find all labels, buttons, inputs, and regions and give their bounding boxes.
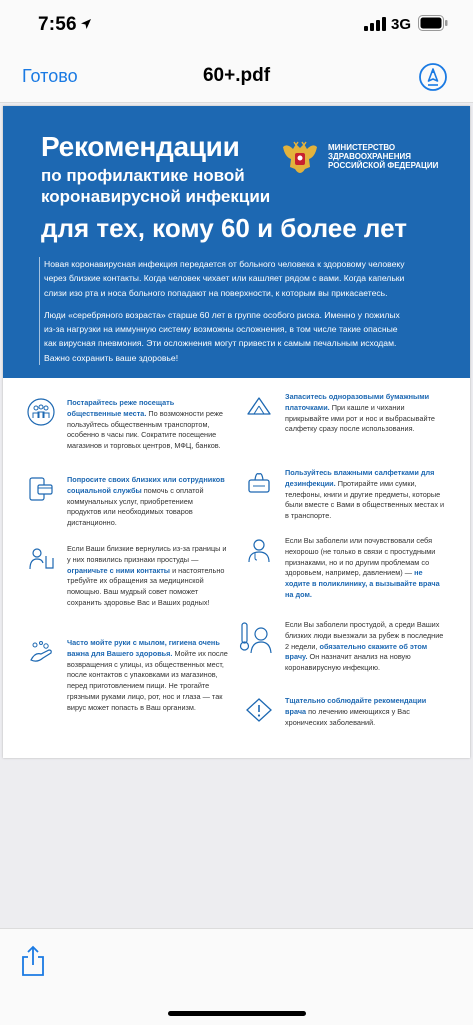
- recommendation-follow-doctor-title: Тщательно соблюдайте рекомендации врача: [285, 696, 427, 716]
- recommendation-call-doctor-emphasis: не ходите в поликлинику, а вызывайте врача на дом.: [285, 568, 440, 599]
- markup-pen-icon[interactable]: [418, 62, 448, 92]
- recommendation-follow-doctor-body: по лечению имеющихся у Вас хронических заболеваний.: [285, 706, 410, 727]
- cellular-signal-icon: [364, 17, 386, 31]
- recommendation-ask-relatives-title: Попросите своих близких или сотрудников социальной службы: [67, 475, 225, 495]
- recommendation-tissues-body: При кашле и чихании прикрывайте ими рот и нос и выбрасывайте салфетку сразу после использования.: [285, 402, 435, 434]
- battery-icon: [418, 15, 448, 31]
- recommendation-tell-doctor-emphasis: обязательно скажите об этом врачу.: [285, 641, 428, 662]
- hand-washing-icon: [27, 638, 55, 666]
- intro-text: [39, 257, 406, 365]
- recommendation-ask-relatives: [67, 475, 227, 529]
- tissues-icon: [245, 392, 273, 420]
- ministry-name: [328, 143, 438, 170]
- recommendation-wash-hands: [67, 638, 235, 714]
- recommendation-tissues-title: Запаситесь одноразовыми бумажными платочками.: [285, 392, 430, 412]
- status-time: 7:56: [38, 14, 77, 35]
- recommendation-public-places-title: Постарайтесь реже посещать общественные места.: [67, 398, 175, 418]
- network-type: 3G: [391, 16, 412, 33]
- recommendation-wet-wipes-title: Пользуйтесь влажными салфетками для дезинфекции.: [285, 468, 435, 488]
- recommendation-tell-doctor-intro: Если Вы заболели простудой, а среди Ваших близких люди выезжали за рубеж в последние 2 недели,: [285, 620, 444, 651]
- intro-paragraph-1: Новая коронавирусная инфекция передается от больного человека к здоровому человеку через близкие контакты. Когда человек чихает или кашляет рядом с вами. Когда капельки слизи изо рта и носа больного попадают на поверхности, к которым вы прикасаетесь.: [44, 259, 405, 298]
- recommendation-call-doctor: [285, 536, 449, 601]
- document-subheading-2: коронавирусной инфекции: [41, 187, 271, 206]
- status-bar: [0, 0, 473, 52]
- pdf-viewer[interactable]: [0, 103, 473, 928]
- stop-hand-icon: [27, 544, 55, 572]
- intro-paragraph-2: Люди «серебряного возраста» старше 60 лет в группе особого риска. Именно у пожилых из-за нагрузки на иммунную систему возможны осложнения, в том числе такие опасные как вирусная пневмония. Эти осложнения могут привести к самым печальным исходам. Важно сохранить ваше здоровье!: [44, 309, 400, 363]
- recommendation-call-doctor-body: Если Вы заболели или почувствовали себя нехорошо (не только в связи с простудными признаками, но и по другим проблемам со здоровьем, например, давлением) —: [285, 536, 436, 578]
- recommendation-public-places-body: По возможности реже пользуйтесь общественным транспортом, особенно в часы пик. Сократите посещение магазинов и торговых центров, МФЦ, банков.: [67, 408, 223, 451]
- recommendation-tissues: [285, 392, 445, 435]
- recommendation-wash-hands-title: Часто мойте руки с мылом, гигиена очень важна для Вашего здоровья.: [67, 638, 220, 658]
- phone-payment-icon: [27, 475, 55, 503]
- recommendation-wash-hands-body: Мойте их после возвращения с улицы, из общественных мест, после контактов с упаковками из магазинов, перед приготовлением пищи. Не трогайте грязными руками лицо, рот, нос и глаза — так вирус может попасть в Ваш организм.: [67, 648, 228, 712]
- navigation-bar: [0, 52, 473, 103]
- recommendation-limit-contacts-emphasis: ограничьте с ними контакты: [67, 565, 171, 575]
- recommendation-tell-doctor-body: Он назначит анализ на новую коронавирусную инфекцию.: [285, 652, 411, 673]
- recommendation-limit-contacts: [67, 544, 227, 609]
- share-icon[interactable]: [20, 945, 46, 977]
- document-target-audience: для тех, кому 60 и более лет: [41, 213, 407, 243]
- recommendations: [3, 378, 470, 758]
- crowd-icon: [27, 398, 55, 426]
- document-subheading-1: по профилактике новой: [41, 166, 245, 185]
- ministry-line-2: ЗДРАВООХРАНЕНИЯ: [328, 152, 411, 161]
- recommendation-ask-relatives-body: помочь с оплатой коммунальных услуг, приобретением продуктов или необходимых товаров дистанционно.: [67, 485, 204, 528]
- coat-of-arms-icon: [279, 139, 321, 179]
- warning-icon: [245, 696, 273, 724]
- recommendation-tell-doctor: [285, 620, 445, 674]
- doctor-icon: [245, 536, 273, 564]
- document-header: [3, 106, 470, 378]
- pdf-page: [3, 106, 470, 758]
- done-button[interactable]: Готово: [22, 66, 78, 86]
- ministry-line-1: МИНИСТЕРСТВО: [328, 143, 396, 152]
- recommendation-follow-doctor: [285, 696, 445, 728]
- document-heading: Рекомендации: [41, 131, 240, 162]
- document-title: 60+.pdf: [202, 65, 271, 86]
- recommendation-wet-wipes-body: Протирайте ими сумки, телефоны, книги и другие предметы, которые были вместе с Вами в общественных местах и в транспорте.: [285, 478, 445, 521]
- wet-wipes-icon: [245, 468, 273, 496]
- ministry-line-3: РОССИЙСКОЙ ФЕДЕРАЦИИ: [328, 161, 439, 170]
- recommendation-public-places: [67, 398, 225, 452]
- recommendation-limit-contacts-intro: Если Ваши близкие вернулись из-за границы и у них появились признаки простуды —: [67, 544, 227, 564]
- location-arrow-icon: [80, 18, 92, 30]
- home-indicator[interactable]: [168, 1011, 306, 1016]
- bottom-toolbar: [0, 928, 473, 1025]
- thermometer-sick-person-icon: [239, 620, 273, 654]
- recommendation-wet-wipes: [285, 468, 445, 522]
- recommendation-limit-contacts-body: и настоятельно требуйте их обращения за медицинской помощью. Ваш мудрый совет поможет сохранить здоровье Вас и Ваших родных!: [67, 565, 225, 607]
